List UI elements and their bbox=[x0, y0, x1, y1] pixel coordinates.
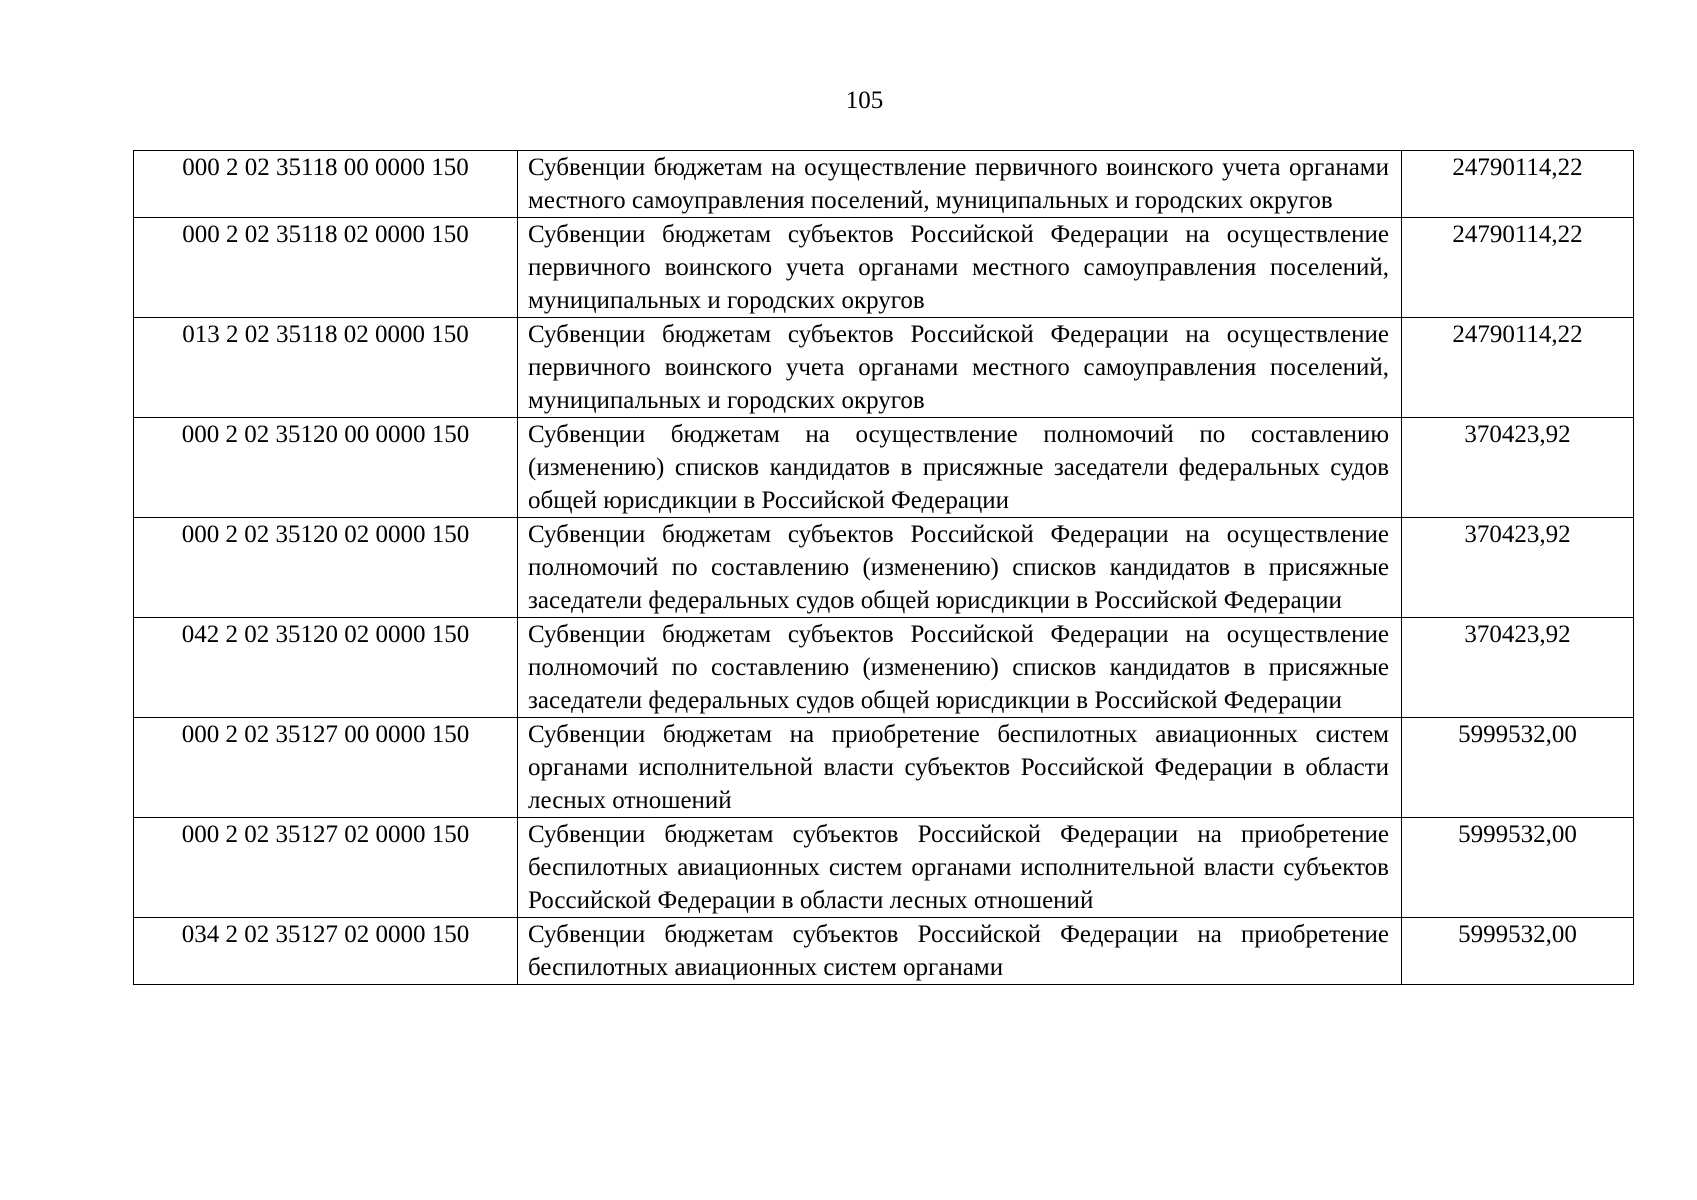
budget-code-cell: 000 2 02 35120 02 0000 150 bbox=[134, 518, 518, 618]
budget-code-cell: 000 2 02 35127 02 0000 150 bbox=[134, 818, 518, 918]
table-row bbox=[134, 818, 1634, 918]
amount-cell: 5999532,00 bbox=[1402, 718, 1634, 818]
description-cell: Субвенции бюджетам субъектов Российской Федерации на приобретение беспилотных авиационных систем органами bbox=[518, 918, 1402, 985]
description-cell: Субвенции бюджетам субъектов Российской Федерации на осуществление полномочий по составлению (изменению) списков кандидатов в присяжные заседатели федеральных судов общей юрисдикции в Российской Федерации bbox=[518, 618, 1402, 718]
amount-cell: 370423,92 bbox=[1402, 418, 1634, 518]
amount-cell: 24790114,22 bbox=[1402, 151, 1634, 218]
amount-cell: 370423,92 bbox=[1402, 518, 1634, 618]
budget-code-cell: 000 2 02 35118 02 0000 150 bbox=[134, 218, 518, 318]
description-cell: Субвенции бюджетам субъектов Российской Федерации на осуществление первичного воинского учета органами местного самоуправления поселений, муниципальных и городских округов bbox=[518, 318, 1402, 418]
budget-code-cell: 000 2 02 35127 00 0000 150 bbox=[134, 718, 518, 818]
amount-cell: 5999532,00 bbox=[1402, 918, 1634, 985]
description-cell: Субвенции бюджетам субъектов Российской Федерации на приобретение беспилотных авиационных систем органами исполнительной власти субъектов Российской Федерации в области лесных отношений bbox=[518, 818, 1402, 918]
amount-cell: 24790114,22 bbox=[1402, 218, 1634, 318]
description-cell: Субвенции бюджетам субъектов Российской Федерации на осуществление полномочий по составлению (изменению) списков кандидатов в присяжные заседатели федеральных судов общей юрисдикции в Российской Федерации bbox=[518, 518, 1402, 618]
budget-code-cell: 000 2 02 35120 00 0000 150 bbox=[134, 418, 518, 518]
description-cell: Субвенции бюджетам субъектов Российской Федерации на осуществление первичного воинского учета органами местного самоуправления поселений, муниципальных и городских округов bbox=[518, 218, 1402, 318]
description-cell: Субвенции бюджетам на осуществление полномочий по составлению (изменению) списков кандидатов в присяжные заседатели федеральных судов общей юрисдикции в Российской Федерации bbox=[518, 418, 1402, 518]
description-cell: Субвенции бюджетам на приобретение беспилотных авиационных систем органами исполнительной власти субъектов Российской Федерации в области лесных отношений bbox=[518, 718, 1402, 818]
table-row bbox=[134, 218, 1634, 318]
table-row bbox=[134, 418, 1634, 518]
budget-code-cell: 034 2 02 35127 02 0000 150 bbox=[134, 918, 518, 985]
table-row bbox=[134, 151, 1634, 218]
table-row bbox=[134, 918, 1634, 985]
amount-cell: 5999532,00 bbox=[1402, 818, 1634, 918]
budget-code-cell: 000 2 02 35118 00 0000 150 bbox=[134, 151, 518, 218]
table-row bbox=[134, 618, 1634, 718]
budget-revenue-table bbox=[133, 150, 1634, 985]
budget-code-cell: 042 2 02 35120 02 0000 150 bbox=[134, 618, 518, 718]
table-row bbox=[134, 718, 1634, 818]
budget-code-cell: 013 2 02 35118 02 0000 150 bbox=[134, 318, 518, 418]
description-cell: Субвенции бюджетам на осуществление первичного воинского учета органами местного самоуправления поселений, муниципальных и городских округов bbox=[518, 151, 1402, 218]
table-row bbox=[134, 318, 1634, 418]
amount-cell: 24790114,22 bbox=[1402, 318, 1634, 418]
table-row bbox=[134, 518, 1634, 618]
page-number: 105 bbox=[845, 87, 884, 114]
amount-cell: 370423,92 bbox=[1402, 618, 1634, 718]
